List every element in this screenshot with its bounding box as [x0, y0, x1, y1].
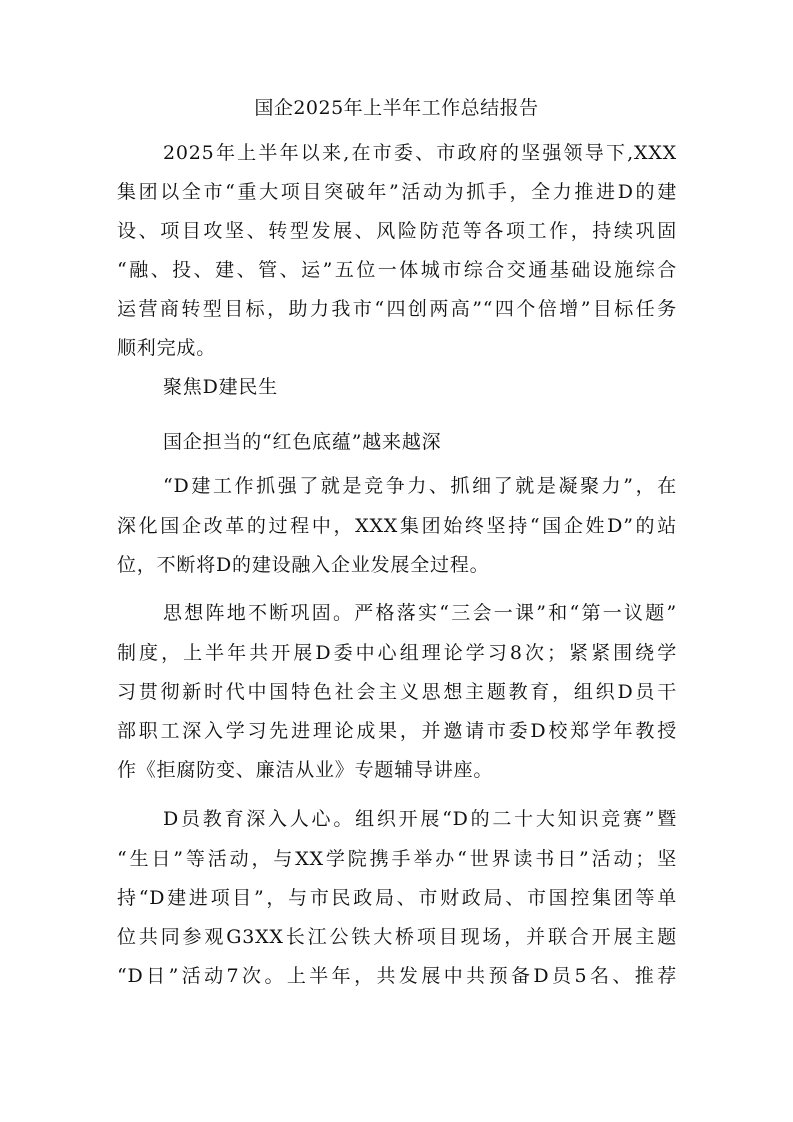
document-title: 国企2025年上半年工作总结报告: [254, 97, 539, 119]
paragraph-4-line-3: 持“D建进项目”，与市民政局、市财政局、市国控集团等单: [117, 887, 677, 909]
paragraph-1-line-5: 运营商转型目标，助力我市“四创两高”“四个倍增”目标任务: [117, 298, 677, 320]
paragraph-2-line-1: “D建工作抓强了就是竞争力、抓细了就是凝聚力”，在: [163, 475, 677, 497]
paragraph-4-line-5: “D日”活动7次。上半年，共发展中共预备D员5名、推荐: [117, 965, 677, 987]
paragraph-4-line-1: D员教育深入人心。组织开展“D的二十大知识竞赛”暨: [163, 808, 677, 830]
paragraph-1-line-6: 顺利完成。: [117, 337, 217, 359]
paragraph-3-line-5: 作《拒腐防变、廉洁从业》专题辅导讲座。: [117, 759, 494, 781]
section-heading: 聚焦D建民生: [163, 376, 279, 398]
paragraph-1-line-1: 2025年上半年以来,在市委、市政府的坚强领导下,XXX: [163, 142, 677, 164]
paragraph-3-line-4: 部职工深入学习先进理论成果，并邀请市委D校郑学年教授: [117, 720, 677, 742]
paragraph-1-line-3: 设、项目攻坚、转型发展、风险防范等各项工作，持续巩固: [117, 220, 677, 242]
paragraph-2-line-3: 位，不断将D的建设融入企业发展全过程。: [117, 554, 490, 576]
paragraph-4-line-4: 位共同参观G3XX长江公铁大桥项目现场，并联合开展主题: [117, 926, 677, 948]
paragraph-1-line-4: “融、投、建、管、运”五位一体城市综合交通基础设施综合: [117, 259, 677, 281]
paragraph-4-line-2: “生日”等活动，与XX学院携手举办“世界读书日”活动；坚: [117, 848, 677, 870]
paragraph-3-line-1: 思想阵地不断巩固。严格落实“三会一课”和“第一议题”: [163, 602, 677, 624]
paragraph-1-line-2: 集团以全市“重大项目突破年”活动为抓手，全力推进D的建: [117, 181, 677, 203]
subsection-heading: 国企担当的“红色底蕴”越来越深: [163, 431, 442, 453]
paragraph-3-line-2: 制度，上半年共开展D委中心组理论学习8次；紧紧围绕学: [117, 642, 677, 664]
paragraph-3-line-3: 习贯彻新时代中国特色社会主义思想主题教育，组织D员干: [117, 681, 677, 703]
paragraph-2-line-2: 深化国企改革的过程中，XXX集团始终坚持“国企姓D”的站: [117, 515, 677, 537]
